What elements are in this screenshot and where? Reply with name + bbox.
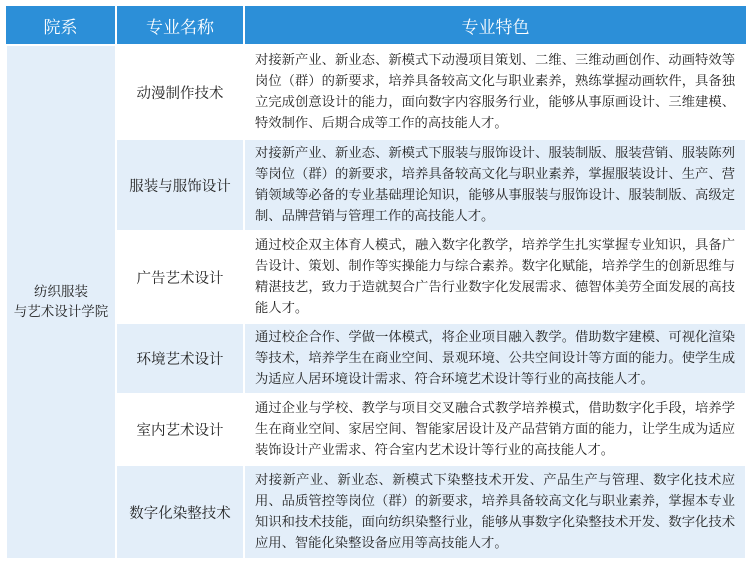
table-row	[6, 465, 746, 559]
header-major-name: 专业名称	[116, 6, 244, 45]
table-row	[6, 231, 746, 323]
department-cell	[6, 45, 116, 559]
table-header-row	[6, 6, 746, 45]
major-name: 动漫制作技术	[116, 45, 244, 139]
major-name: 数字化染整技术	[116, 465, 244, 559]
majors-table-container	[5, 6, 745, 560]
table-row	[6, 139, 746, 231]
major-feature: 对接新产业、新业态、新模式下动漫项目策划、二维、三维动画创作、动画特效等岗位（群）的新要求，培养具备较高文化与职业素养，熟练掌握动画软件，具备独立完成创意设计的能力，面向数字内容服务行业，能够从事原画设计、三维建模、特效制作、后期合成等工作的高技能人才。	[244, 45, 746, 139]
majors-table	[5, 6, 747, 560]
major-name: 服装与服饰设计	[116, 139, 244, 231]
major-name: 环境艺术设计	[116, 323, 244, 394]
major-feature: 通过校企合作、学做一体模式，将企业项目融入教学。借助数字建模、可视化渲染等技术，培养学生在商业空间、景观环境、公共空间设计等方面的能力。使学生成为适应人居环境设计需求、符合环境艺术设计等行业的高技能人才。	[244, 323, 746, 394]
header-department: 院系	[6, 6, 116, 45]
major-feature: 通过企业与学校、教学与项目交叉融合式教学培养模式，借助数字化手段，培养学生在商业空间、家居空间、智能家居设计及产品营销方面的能力，让学生成为适应装饰设计产业需求、符合室内艺术设计等行业的高技能人才。	[244, 394, 746, 465]
header-major-features: 专业特色	[244, 6, 746, 45]
major-name: 广告艺术设计	[116, 231, 244, 323]
major-name: 室内艺术设计	[116, 394, 244, 465]
major-feature: 对接新产业、新业态、新模式下服装与服饰设计、服装制版、服装营销、服装陈列等岗位（群）的新要求，培养具备较高文化与职业素养，掌握服装设计、生产、营销领域等必备的专业基础理论知识，能够从事服装与服饰设计、服装制版、高级定制、品牌营销与管理工作的高技能人才。	[244, 139, 746, 231]
department-name-line1: 纺织服装	[34, 284, 88, 300]
department-name-line2: 与艺术设计学院	[13, 304, 109, 320]
table-row	[6, 323, 746, 394]
major-feature: 对接新产业、新业态、新模式下染整技术开发、产品生产与管理、数字化技术应用、品质管控等岗位（群）的新要求，培养具备较高文化与职业素养，掌握本专业知识和技术技能，面向纺织染整行业，能够从事数字化染整技术开发、数字化技术应用、智能化染整设备应用等高技能人才。	[244, 465, 746, 559]
table-row	[6, 45, 746, 139]
major-feature: 通过校企双主体育人模式，融入数字化教学，培养学生扎实掌握专业知识，具备广告设计、策划、制作等实操能力与综合素养。数字化赋能，培养学生的创新思维与精湛技艺，致力于造就契合广告行业数字化发展需求、德智体美劳全面发展的高技能人才。	[244, 231, 746, 323]
table-row	[6, 394, 746, 465]
